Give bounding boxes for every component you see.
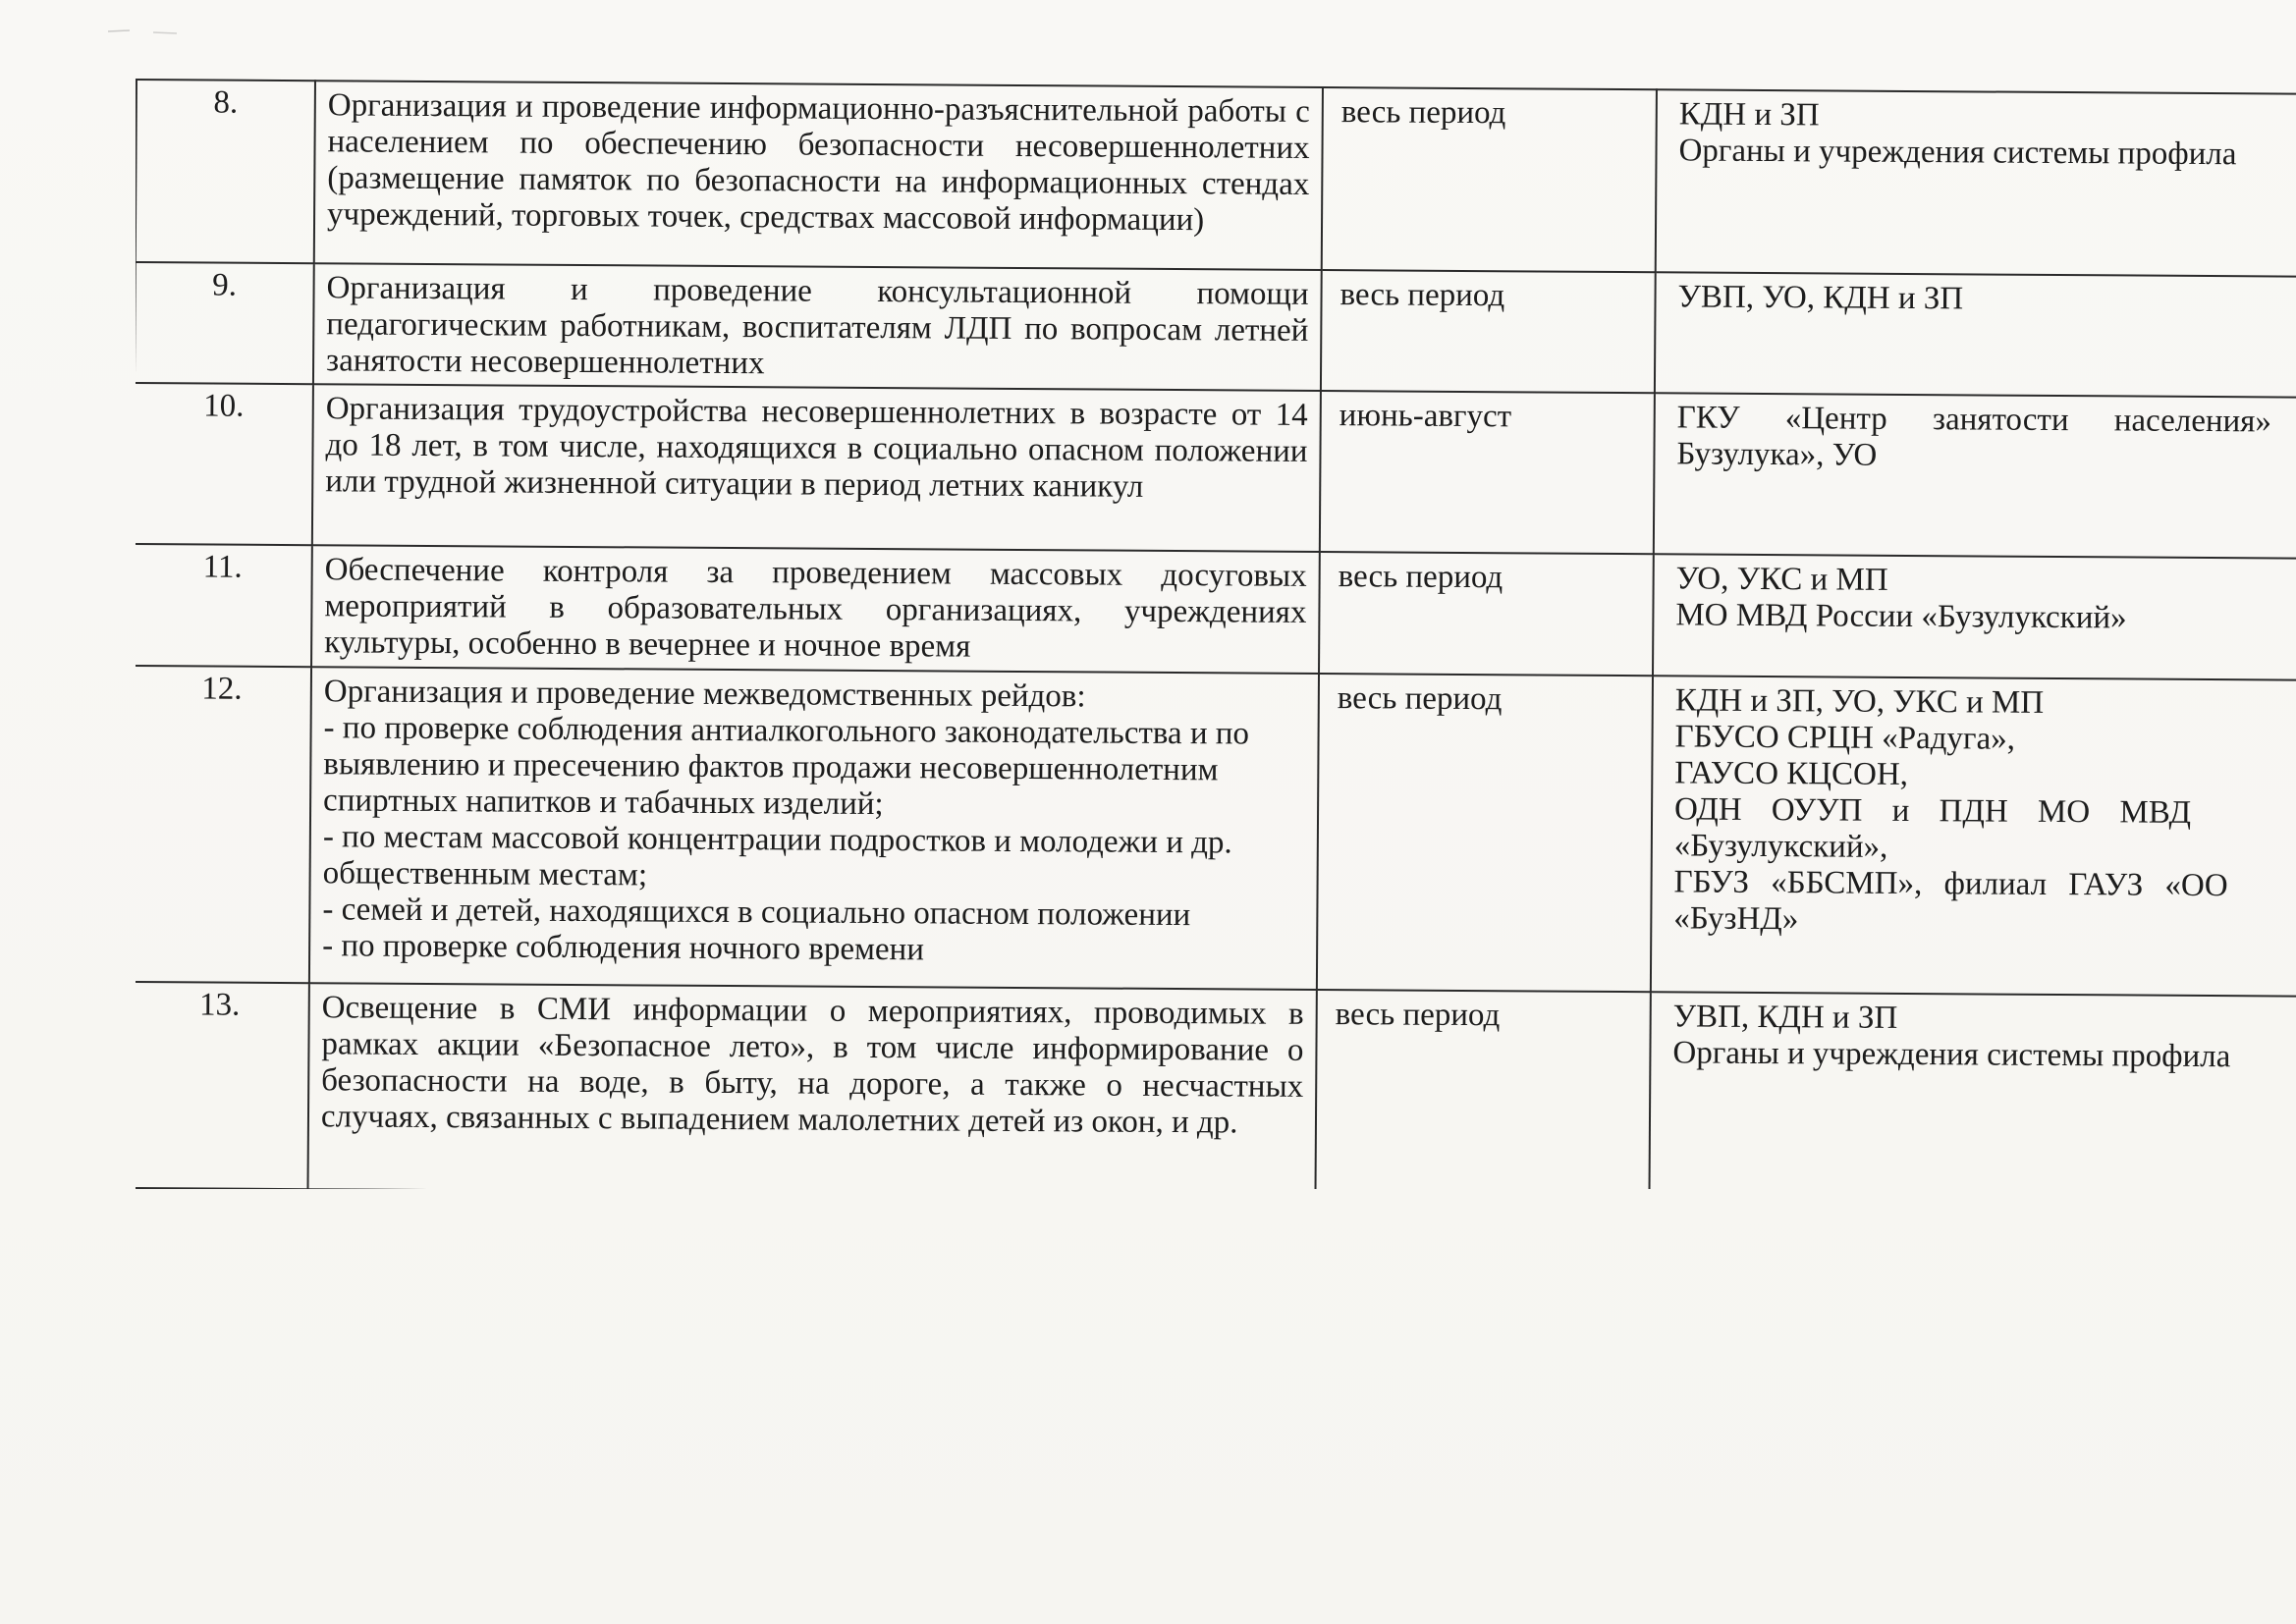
plan-table-wrapper: [136, 79, 2296, 1189]
table-row: [136, 383, 2296, 559]
plan-table: [136, 79, 2296, 1189]
table-row: [136, 666, 2296, 997]
event-description: Организация и проведение консультационной помощи педагогическим работникам, воспитателям ЛДП по вопросам летней занятости несовершеннолетних: [313, 263, 1322, 391]
event-term: весь период: [1319, 552, 1654, 676]
event-description: Организация трудоустройства несовершеннолетних в возрасте от 14 до 18 лет, в том числе, находящихся в социально опасном положении или трудной жизненной ситуации в период летних каникул: [312, 384, 1321, 552]
responsible-line: Органы и учреждения системы профила: [1678, 133, 2237, 173]
responsible-line: КДН и ЗП: [1678, 96, 1820, 134]
event-line: - по местам массовой концентрации подростков и молодежи и др. общественным местам;: [322, 819, 1232, 893]
event-description: [309, 667, 1319, 990]
event-term: весь период: [1315, 990, 1650, 1189]
row-number: 11.: [136, 544, 312, 667]
responsible-line: ГБУЗ «ББСМП», филиал ГАУЗ «ОО: [1673, 864, 2228, 904]
event-line: - по проверке соблюдения ночного времени: [322, 928, 925, 968]
table-row: [136, 982, 2296, 1189]
event-term: июнь-август: [1320, 391, 1655, 554]
responsible-line: ГКУ «Центр занятости населения»: [1676, 400, 2272, 440]
event-description: Освещение в СМИ информации о мероприятиях, проводимых в рамках акции «Безопасное лето», в том числе информирование о безопасности на воде, в быту, на дороге, а также о несчастных случаях, связанных с выпадением малолетних детей из окон, и др.: [308, 983, 1317, 1189]
table-row: [136, 262, 2296, 398]
responsible-parties: [1651, 676, 2296, 997]
responsible-line: КДН и ЗП, УО, УКС и МП: [1674, 682, 2045, 721]
row-number: 13.: [136, 982, 309, 1189]
event-term: весь период: [1321, 270, 1656, 393]
event-term: весь период: [1322, 87, 1657, 272]
responsible-line: «Бузулукский»,: [1673, 828, 1888, 865]
responsible-line: МО МВД России «Бузулукский»: [1675, 597, 2127, 636]
responsible-line: ГБУСО СРЦН «Радуга»,: [1674, 719, 2016, 757]
responsible-line: ГАУСО КЦСОН,: [1674, 755, 1909, 792]
row-number: 12.: [136, 666, 311, 983]
event-line: Организация и проведение межведомственных рейдов:: [323, 674, 1086, 715]
row-number: 10.: [136, 383, 313, 545]
table-row: [136, 544, 2296, 680]
event-line: - семей и детей, находящихся в социально опасном положении: [322, 892, 1191, 934]
responsible-line: УВП, УО, КДН и ЗП: [1677, 279, 1964, 317]
event-term: весь период: [1317, 674, 1653, 992]
responsible-parties: [1654, 393, 2296, 559]
event-description: Организация и проведение информационно-разъяснительной работы с населением по обеспечению безопасности несовершеннолетних (размещение памяток по безопасности на информационных стендах учреждений, торговых точек, средствах массовой информации): [314, 81, 1323, 270]
responsible-parties: [1655, 272, 2296, 398]
responsible-line: «БузНД»: [1673, 900, 1799, 938]
responsible-line: Бузулука», УО: [1676, 436, 1878, 473]
responsible-parties: [1649, 992, 2296, 1189]
responsible-parties: [1656, 89, 2296, 277]
scan-mark-decoration: [108, 27, 177, 35]
responsible-parties: [1653, 554, 2296, 680]
row-number: 9.: [136, 262, 314, 384]
event-line: - по проверке соблюдения антиалкогольного законодательства и по выявлению и пресечению фактов продажи несовершеннолетним спиртных напитков и табачных изделий;: [323, 710, 1250, 823]
responsible-line: УО, УКС и МП: [1675, 561, 1888, 598]
row-number: 8.: [136, 80, 315, 263]
event-description: Обеспечение контроля за проведением массовых досуговых мероприятий в образовательных организациях, учреждениях культуры, особенно в вечернее и ночное время: [311, 545, 1320, 674]
responsible-line: ОДН ОУУП и ПДН МО МВД: [1673, 791, 2192, 831]
responsible-line: УВП, КДН и ЗП: [1672, 999, 1898, 1036]
responsible-line: Органы и учреждения системы профила: [1672, 1035, 2231, 1075]
table-row: [136, 80, 2296, 277]
